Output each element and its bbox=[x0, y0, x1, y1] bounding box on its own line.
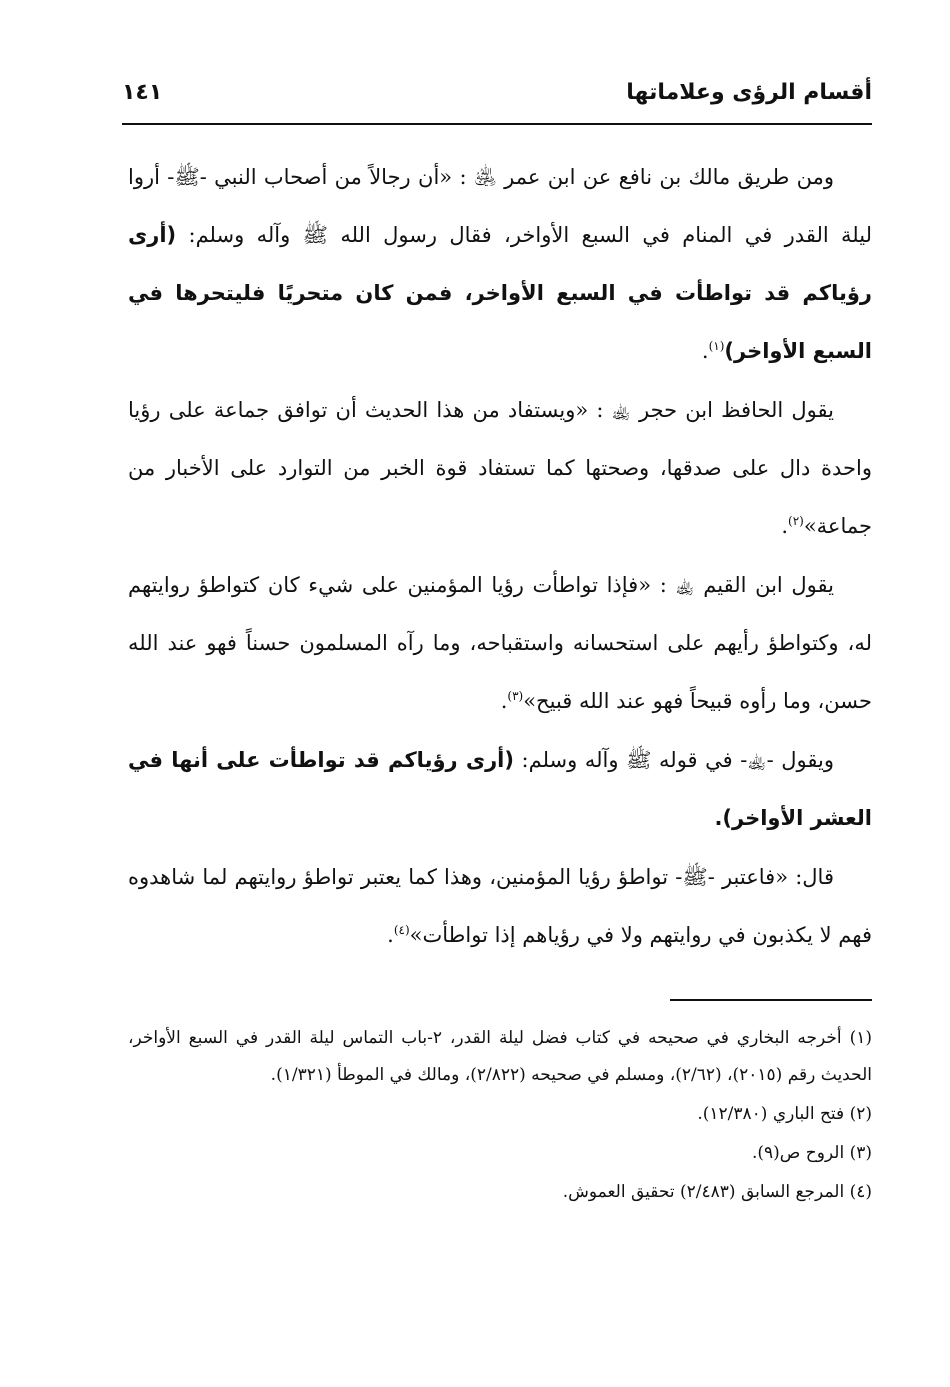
paragraph-5 bbox=[128, 848, 872, 964]
chapter-title: أقسام الرؤى وعلاماتها bbox=[626, 80, 872, 105]
footnote-ref-3: (٣) bbox=[507, 689, 524, 703]
hadith-quote-1: (أرى رؤياكم قد تواطأت في السبع الأواخر، فمن كان متحريًا فليتحرها في السبع الأواخر) bbox=[128, 223, 872, 363]
paragraph-2-text: يقول الحافظ ابن حجر ﵀ : «ويستفاد من هذا الحديث أن توافق جماعة على رؤيا واحدة دال على صدقها، وصحتها كما تستفاد قوة الخبر من التوارد على الأخبار من جماعة» bbox=[128, 398, 872, 538]
running-header bbox=[122, 80, 872, 116]
footnote-3: (٣) الروح ص(٩). bbox=[751, 1143, 872, 1163]
paragraph-1-end: . bbox=[701, 339, 709, 363]
footnote-ref-2: (٢) bbox=[788, 514, 804, 528]
paragraph-3-text: يقول ابن القيم ﵀ : «فإذا تواطأت رؤيا المؤمنين على شيء كان كتواطؤ روايتهم له، وكتواطؤ رأيهم على استحسانه واستقباحه، وما رآه المسلمون حسناً فهو عند الله حسن، وما رأوه قبيحاً فهو عند الله قبيح» bbox=[128, 573, 872, 713]
paragraph-1 bbox=[128, 148, 872, 380]
footnote-divider bbox=[670, 999, 872, 1001]
paragraph-5-end: . bbox=[387, 923, 394, 947]
footnote-4: (٤) المرجع السابق (٢/٤٨٣) تحقيق العموش. bbox=[562, 1182, 872, 1202]
paragraph-5-text: قال: «فاعتبر -ﷺ- تواطؤ رؤيا المؤمنين، وهذا كما يعتبر تواطؤ روايتهم لما شاهدوه فهم لا يكذبون في روايتهم ولا في رؤياهم إذا تواطأت» bbox=[128, 865, 872, 947]
hadith-quote-2: (أرى رؤياكم قد تواطأت على أنها في العشر الأواخر). bbox=[128, 748, 872, 830]
header-divider bbox=[122, 123, 872, 125]
paragraph-2-end: . bbox=[781, 514, 788, 538]
page-number: ١٤١ bbox=[122, 80, 163, 105]
main-text bbox=[128, 148, 872, 965]
paragraph-2 bbox=[128, 381, 872, 555]
paragraph-4-text: ويقول -﵀- في قوله ﷺ وآله وسلم: bbox=[513, 748, 834, 772]
paragraph-4 bbox=[128, 731, 872, 847]
footnotes bbox=[128, 1020, 872, 1213]
paragraph-3-end: . bbox=[500, 689, 508, 713]
paragraph-1-text: ومن طريق مالك بن نافع عن ابن عمر ﵁ : «أن رجالاً من أصحاب النبي -ﷺ- أروا ليلة القدر في المنام في السبع الأواخر، فقال رسول الله ﷺ وآله وسلم: bbox=[128, 165, 872, 247]
paragraph-3 bbox=[128, 556, 872, 730]
footnote-ref-4: (٤) bbox=[393, 923, 410, 937]
footnote-2: (٢) فتح الباري (١٢/٣٨٠). bbox=[697, 1104, 872, 1124]
footnote-1: (١) أخرجه البخاري في صحيحه في كتاب فضل ليلة القدر، ٢-باب التماس ليلة القدر في السبع الأواخر، الحديث رقم (٢٠١٥)، (٢/٦٢)، ومسلم في صحيحه (٢/٨٢٢)، ومالك في الموطأ (١/٣٢١). bbox=[128, 1028, 872, 1085]
footnote-ref-1: (١) bbox=[708, 339, 725, 353]
